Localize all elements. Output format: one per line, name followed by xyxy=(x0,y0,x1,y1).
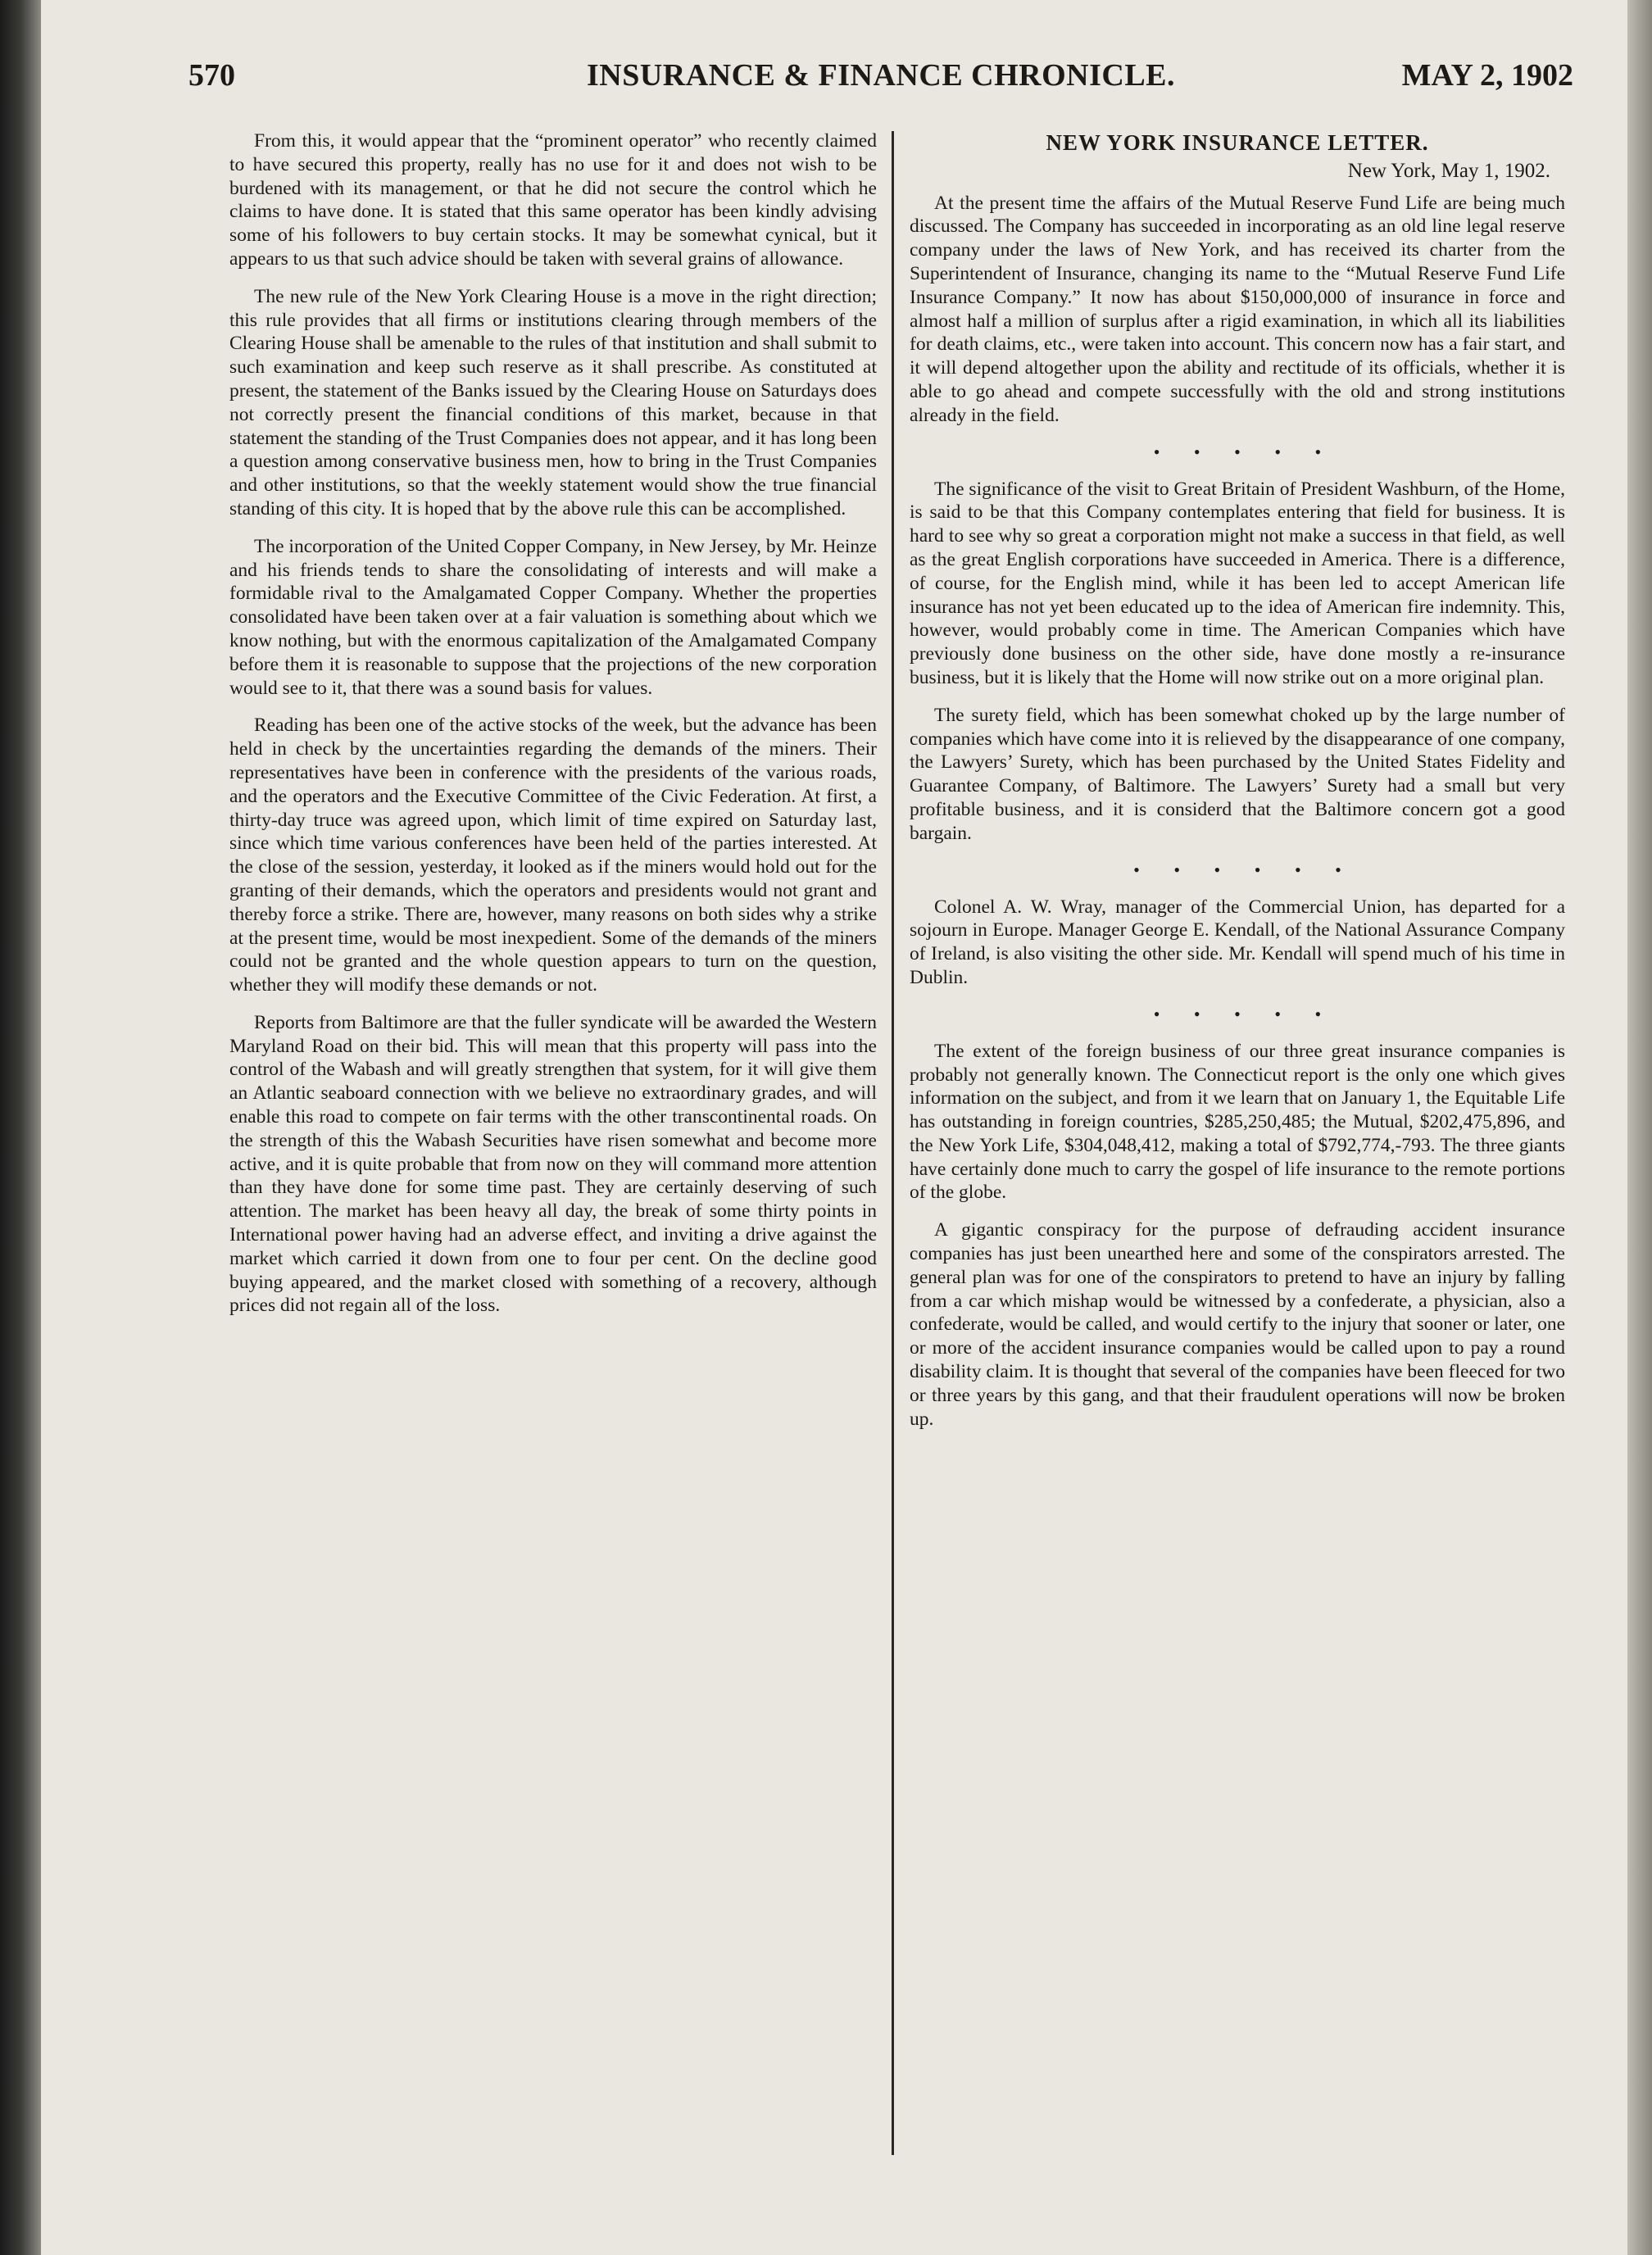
right-column xyxy=(910,129,1565,1445)
publication-title: INSURANCE & FINANCE CHRONICLE. xyxy=(586,58,1176,93)
letter-paragraph: The significance of the visit to Great Britain of President Washburn, of the Home, is said to be that this Company contemplates entering that field for business. It is hard to see why so great a corporation might not make a success in that field, as well as the great English corporations have succeeded in America. There is a difference, of course, for the English mind, while it has been led to accept American life insurance has not yet been educated up to the idea of American fire indemnity. This, however, would probably come in time. The American Companies which have previously done business on the other side, have done mostly a re-insurance business, but it is likely that the Home will now strike out on a more original plan. xyxy=(910,478,1565,688)
running-header xyxy=(188,57,1573,107)
column-divider xyxy=(892,131,894,2155)
issue-date: MAY 2, 1902 xyxy=(1401,58,1573,93)
letter-paragraph: A gigantic conspiracy for the purpose of defrauding accident insurance companies has just been unearthed here and some of the conspirators arrested. The general plan was for one of the conspirators to pretend to have an injury by falling from a car which mishap would be witnessed by a confederate, a physician, also a confederate, would be called, and would certify to the injury that sooner or later, one or more of the accident insurance companies would be called upon to pay a round disability claim. It is thought that several of the companies have been fleeced for two or three years by this gang, and that their fraudulent operations will now be broken up. xyxy=(910,1219,1565,1430)
section-separator: • • • • • • xyxy=(1133,859,1341,880)
book-binding-edge xyxy=(0,0,41,2255)
letter-dateline: New York, May 1, 1902. xyxy=(1347,159,1550,182)
left-column xyxy=(229,129,877,1332)
letter-paragraph: At the present time the affairs of the Mutual Reserve Fund Life are being much discussed. The Company has succeeded in incorporating as an old line legal reserve company under the laws of New York, and has received its charter from the Superintendent of Insurance, changing its name to the “Mutual Reserve Fund Life Insurance Company.” It now has about $150,000,000 of insurance in force and almost half a million of surplus after a rigid examination, in which all its liabilities for death claims, etc., were taken into account. This concern now has a fair start, and it will depend altogether upon the ability and rectitude of its officials, whether it is able to go ahead and compete successfully with the old and strong institutions already in the field. xyxy=(910,192,1565,426)
article-paragraph: Reports from Baltimore are that the fuller syndicate will be awarded the Western Maryland Road on their bid. This will mean that this property will pass into the control of the Wabash and will greatly strengthen that system, for it will give them an Atlantic seaboard connection with we believe no extraordinary grades, and will enable this road to compete on fair terms with the other transcontinental roads. On the strength of this the Wabash Securities have risen somewhat and become more active, and it is quite probable that from now on they will command more attention than they have done for some time past. They are certainly deserving of such attention. The market has been heavy all day, the break of some thirty points in International power having had an adverse effect, and inviting a drive against the market which carried it down from one to four per cent. On the decline good buying appeared, and the market closed with something of a recovery, although prices did not regain all of the loss. xyxy=(229,1011,877,1317)
article-paragraph: The new rule of the New York Clearing House is a move in the right direction; this rule provides that all firms or institutions clearing through members of the Clearing House shall be amenable to the rules of that institution and shall submit to such examination and keep such reserve as it shall prescribe. As constituted at present, the statement of the Banks issued by the Clearing House on Saturdays does not correctly present the financial conditions of this market, because in that statement the standing of the Trust Companies does not appear, and it has long been a question among conservative business men, how to bring in the Trust Companies and other institutions, so that the weekly statement would show the true financial standing of this city. It is hoped that by the above rule this can be accomplished. xyxy=(229,285,877,520)
letter-paragraph: The surety field, which has been somewhat choked up by the large number of companies which have come into it is relieved by the disappearance of one company, the Lawyers’ Surety, which has been purchased by the United States Fidelity and Guarantee Company, of Baltimore. The Lawyers’ Surety had a small but very profitable business, and it is considerd that the Baltimore concern got a good bargain. xyxy=(910,704,1565,844)
article-paragraph: Reading has been one of the active stocks of the week, but the advance has been held in check by the uncertainties regarding the demands of the miners. Their representatives have been in conference with the presidents of the various roads, and the operators and the Executive Committee of the Civic Federation. At first, a thirty-day truce was agreed upon, which limit of time expired on Saturday last, since which time various conferences have been held of the parties interested. At the close of the session, yesterday, it looked as if the miners would hold out for the granting of their demands, which the operators and presidents would not grant and thereby force a strike. There are, however, many reasons on both sides why a strike at the present time, would be most inexpedient. Some of the demands of the miners could not be granted and the whole question appears to turn on the question, whether they will modify these demands or not. xyxy=(229,715,877,996)
page-number: 570 xyxy=(188,58,235,93)
section-heading: NEW YORK INSURANCE LETTER. xyxy=(1046,130,1429,155)
letter-paragraph: The extent of the foreign business of our three great insurance companies is probably not generally known. The Connecticut report is the only one which gives information on the subject, and from it we learn that on January 1, the Equitable Life has outstanding in foreign countries, $285,250,485; the Mutual, $202,475,896, and the New York Life, $304,048,412, making a total of $792,774,-793. The three giants have certainly done much to carry the gospel of life insurance to the remote portions of the globe. xyxy=(910,1040,1565,1204)
letter-paragraph: Colonel A. W. Wray, manager of the Commercial Union, has departed for a sojourn in Europe. Manager George E. Kendall, of the National Assurance Company of Ireland, is also visiting the other side. Mr. Kendall will spend much of his time in Dublin. xyxy=(910,896,1565,988)
article-paragraph: From this, it would appear that the “prominent operator” who recently claimed to have secured this property, really has no use for it and does not wish to be burdened with its management, or that he did not secure the control which he claims to have done. It is stated that this same operator has been kindly advising some of his followers to buy certain stocks. It may be somewhat cynical, but it appears to us that such advice should be taken with several grains of allowance. xyxy=(229,130,877,270)
article-paragraph: The incorporation of the United Copper Company, in New Jersey, by Mr. Heinze and his friends tends to share the consolidating of interests and will make a formidable rival to the Amalgamated Copper Company. Whether the properties consolidated have been taken over at a fair valuation is something about which we know nothing, but with the enormous capitalization of the Amalgamated Company before them it is reasonable to suppose that the projections of the new corporation would see to it, that there was a sound basis for values. xyxy=(229,535,877,699)
section-separator: • • • • • xyxy=(1153,1003,1322,1024)
section-separator: • • • • • xyxy=(1153,441,1322,462)
page-right-edge xyxy=(1627,0,1652,2255)
